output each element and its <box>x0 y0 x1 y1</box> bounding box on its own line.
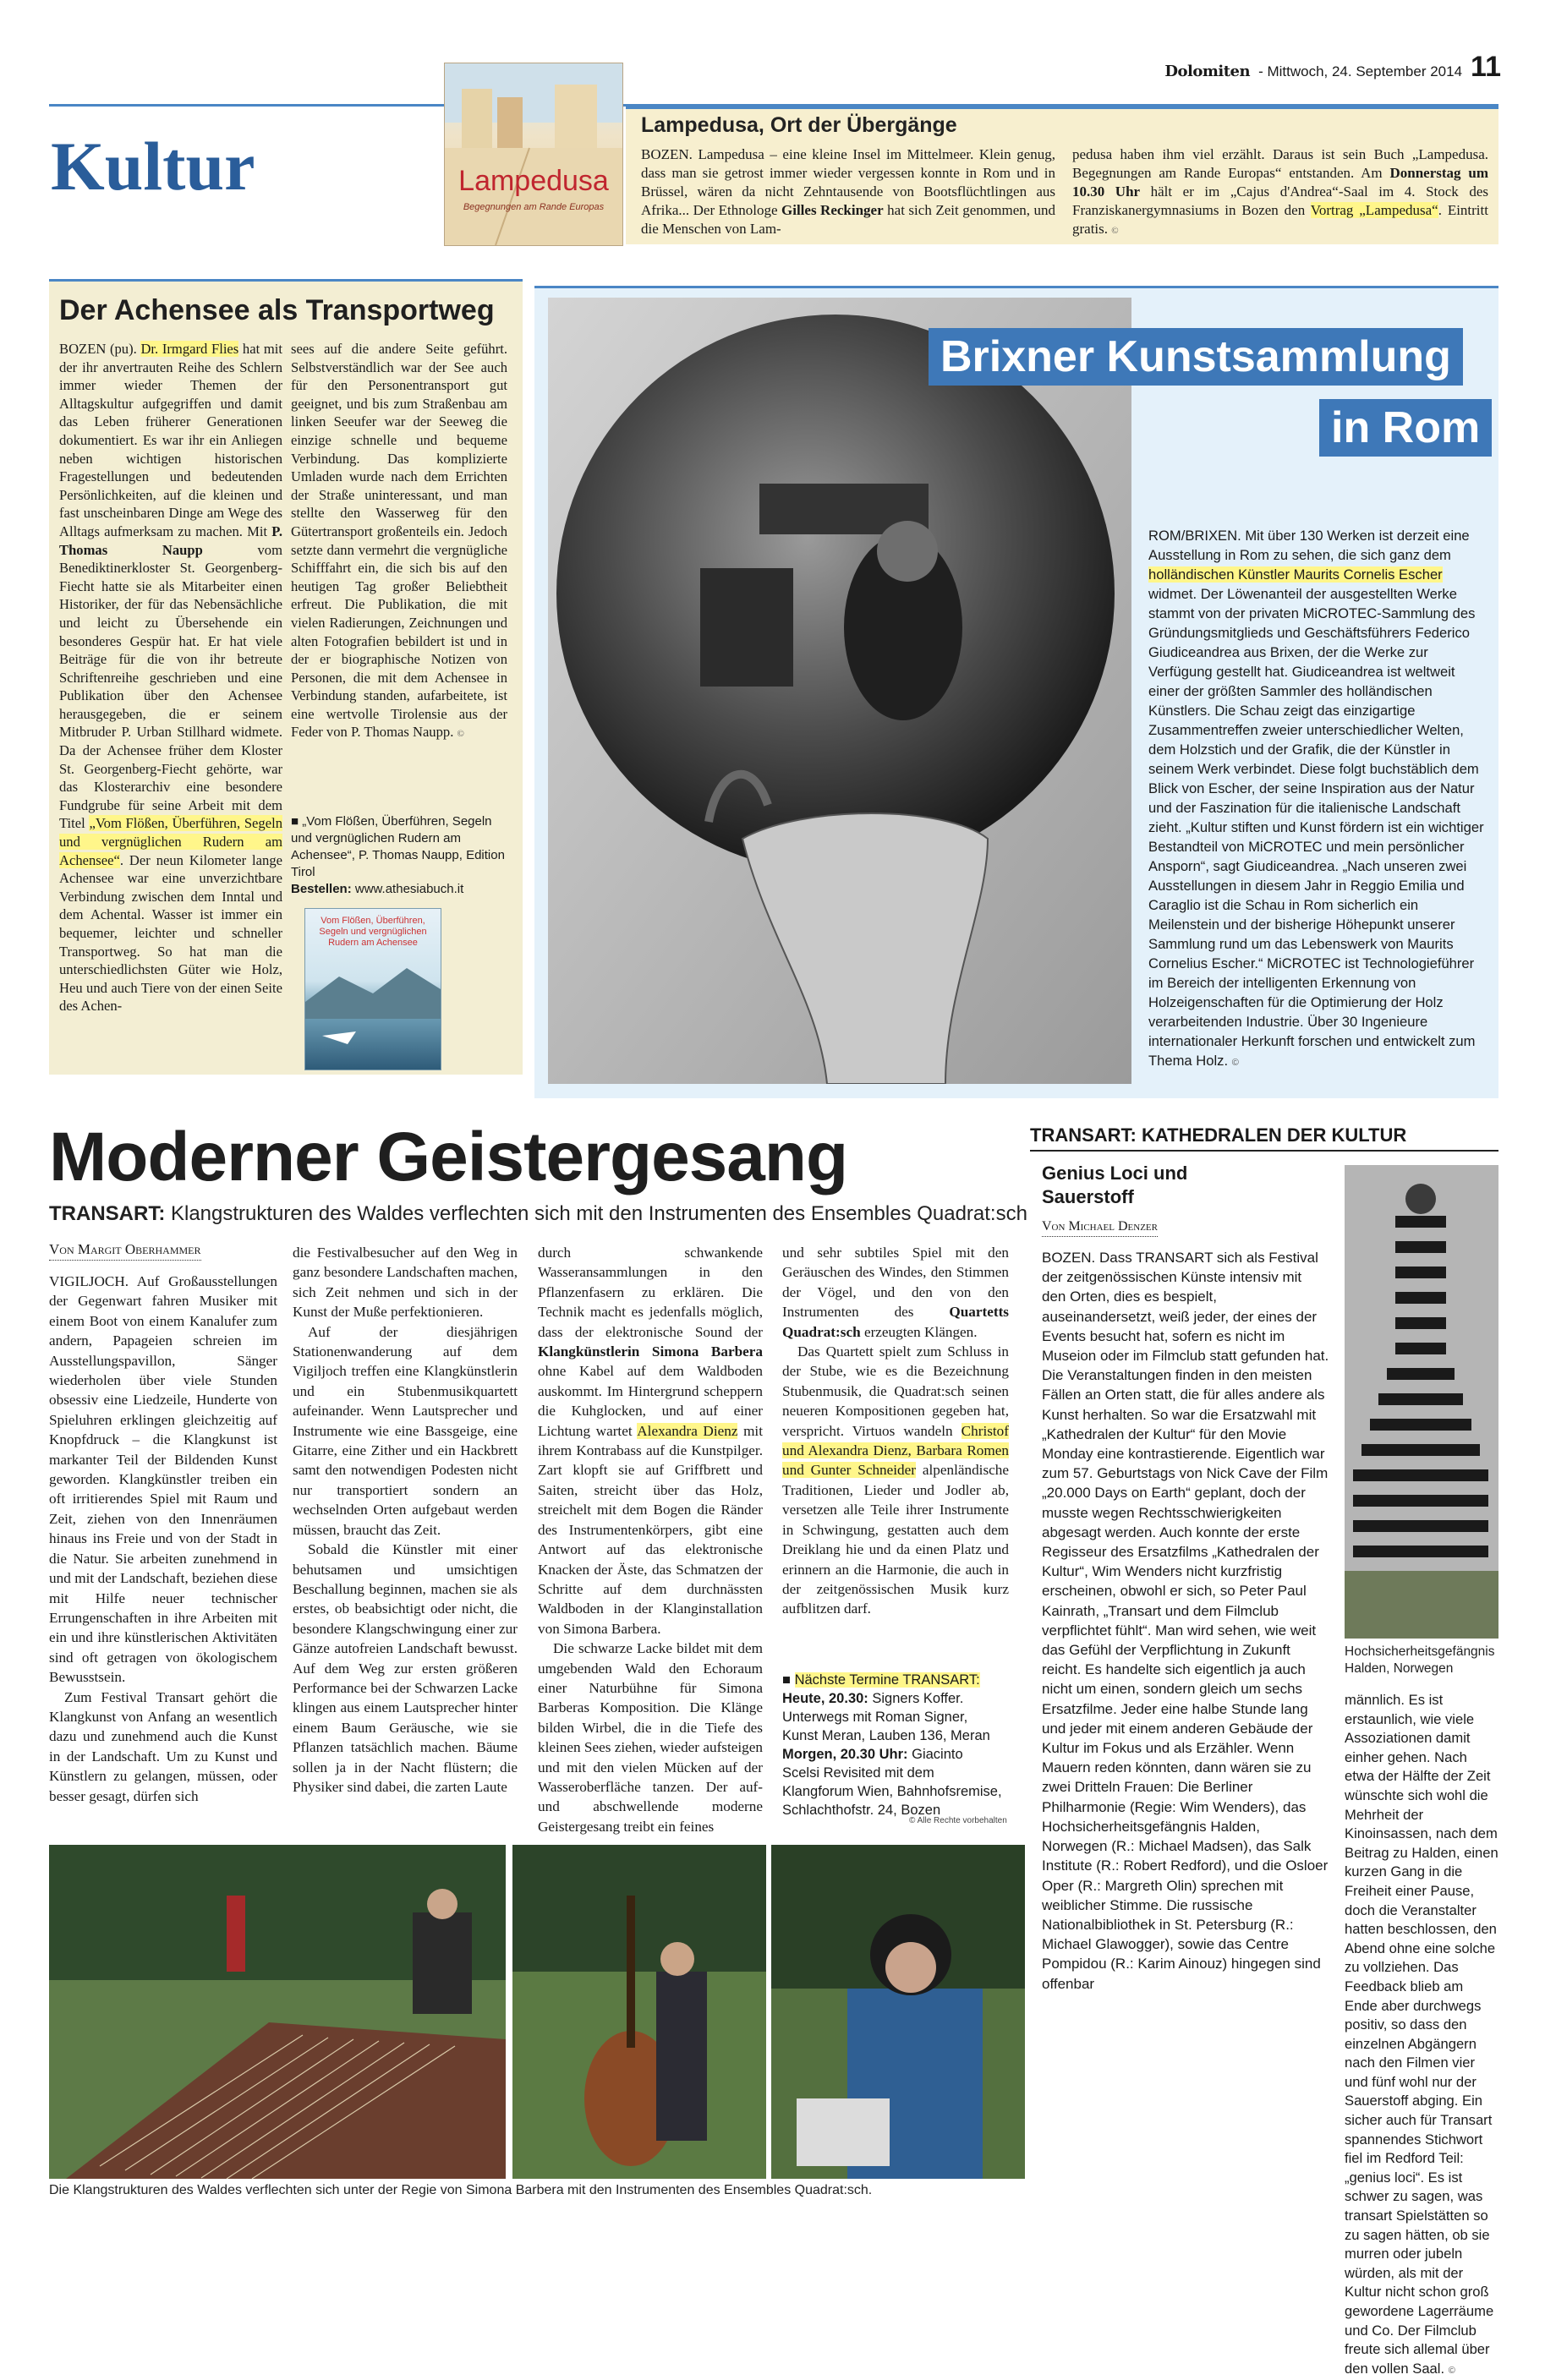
square-bullet-icon: ■ <box>782 1672 795 1688</box>
geister-col-3: durch schwankende Wasseransammlungen in den Pflanzenfasern zu erklären. Die Technik macht es jedenfalls möglich, dass der elektronische Sound der Klangkünstlerin Simona Barbera ohne Kabel auf dem Waldboden auskommt. Im Hintergrund scheppern die Kuhglocken, und auf einer Lichtung wartet Alexandra Dienz mit ihrem Kontrabass auf die Kunstpilger. Zart klopft sie auf Griffbrett und Saiten, streicht über das Holz, streichelt mit dem Bogen die Ränder des Instrumentenkörpers, gibt eine Antwort auf das elektronische Knacken der Äste, das Schmatzen der Schritte auf dem durchnässten Waldboden in der Klanginstallation von Simona Barbera. Die schwarze Lacke bildet mit dem umgebenden Wald den Echoraum einer Naturbühne für Simona Barberas Komposition. Die Klänge bilden Wirbel, die in die Tiefe des kleinen Sees ziehen, wieder aufsteigen und mit den vielen Mücken auf der Wasseroberfläche tanzen. Der auf- und abschwellende moderne Geistergesang treibt ein feines <box>538 1245 763 1835</box>
square-bullet-icon: ■ <box>291 814 303 829</box>
masthead-date: - Mittwoch, 24. September 2014 <box>1258 63 1463 79</box>
photo-hackbrett <box>49 1845 506 2179</box>
copyright-note: © Alle Rechte vorbehalten <box>909 1816 1007 1825</box>
order-link[interactable]: www.athesiabuch.it <box>354 882 464 896</box>
achensee-headline: Der Achensee als Transportweg <box>59 294 495 326</box>
lampedusa-cover-subtitle: Begegnungen am Rande Europas <box>463 202 605 212</box>
escher-article: ROM/BRIXEN. Mit über 130 Werken ist derzeit eine Ausstellung in Rom zu sehen, die sich ganz dem holländischen Künstler Maurits Cornelis Escher widmet. Der Löwenanteil der ausgestellten Werke stammt von der privaten MiCROTEC-Sammlung des Gründungsmitglieds und Geschäftsführers Federico Giudiceandrea aus Brixen, der die Werke zur Verfügung gestellt hat. Giudiceandrea ist weltweit einer der größten Sammler des holländischen Künstlers. Die Schau zeigt das einzigartige Zusammentreffen zweier unterschiedlicher Welten, dem Holzstich und der Grafik, die der Künstler in seinem Werk verbindet. Diese folgt buchstäblich dem Blick von Escher, der seine Inspiration aus der Natur und der Faszination für die italienische Landschaft zieht. „Kultur stiften und Kunst fördern ist ein wichtiger Bestandteil von MiCROTEC und mein persönlicher Ansporn“, sagt Giudiceandrea. „Nach unseren zwei Ausstellungen in diesem Jahr in Reggio Emilia und Caraglio ist die Schau in Rom sicherlich ein Meilenstein und der bisherige Höhepunkt unserer Sammlung rund um das Lebenswerk von Maurits Cornelius Escher.“ MiCROTEC ist Technologieführer im Bereich der intelligenten Erkennung von Holzeigenschaften für die Optimierung der Holz verarbeitenden Industrie. Über 30 Ingenieure internationaler Herkunft forschen und entwickelt zum Thema Holz. © <box>1148 528 1484 1069</box>
geister-byline: Von Margit Oberhammer <box>49 1241 201 1261</box>
kathedralen-header: TRANSART: KATHEDRALEN DER KULTUR <box>1030 1124 1498 1152</box>
achensee-col-1: BOZEN (pu). Dr. Irmgard Flies hat mit der ihr anvertrauten Reihe des Schlern immer wieder Themen der Alltagskultur aufgegriffen und damit das Leben früherer Generationen dokumentiert. Es war ihr ein Anliegen neben wichtigen historischen Fragestellungen und bedeutenden Persönlichkeiten, auf die kleinen und fast unscheinbaren Dinge am Wege des Alltags aufmerksam zu machen. Mit P. Thomas Naupp vom Benediktinerkloster St. Georgenberg-Fiecht hatte sie als Mitarbeiter einen Historiker, der für das Nebensächliche und leicht zu Übersehende ein besonderes Gespür hat. Er hat viele Beiträge für die von ihr betreute Schriftenreihe geschrieben und eine Publikation über den Achensee herausgegeben, die er seinem Mitbruder P. Urban Stillhard widmete. Da der Achensee früher dem Kloster St. Georgenberg-Fiecht gehörte, war das Klosterarchiv eine besondere Fundgrube für seine Arbeit mit dem Titel „Vom Flößen, Überführen, Segeln und vergnüglichen Rudern am Achensee“. Der neun Kilometer lange Achensee war eine unverzichtbare Verbindung zwischen dem Inntal und dem Achental. Wasser ist immer ein bequemer, leichter und schneller Transportweg. So hat man die unterschiedlichsten Güter wie Holz, Heu und auch Tiere von der einen Seite des Achen- <box>59 341 282 1015</box>
kathedralen-byline: Von Michael Denzer <box>1042 1219 1158 1237</box>
photo-kontrabass <box>512 1845 766 2179</box>
kathedralen-col-1: BOZEN. Dass TRANSART sich als Festival der zeitgenössischen Künste intensiv mit den Orten, dies es bespielt, auseinandersetzt, weiß jeder, der eines der Events besucht hat, sofern es nicht im Museion oder im Filmclub statt gefunden hat. Die Veranstaltungen finden in den meisten Fällen an Orten statt, die für alles andere als Kunst herhalten. So war die Ersatzwahl mit „Kathedralen der Kultur“ für den Movie Monday eine kontrastierende. Eigentlich war zum 57. Geburtstags von Nick Cave der Film „20.000 Days on Earth“ geplant, doch der musste wegen Rechtsschwierigkeiten abgesagt werden. Auch konnte der erste Regisseur des Ersatzfilms „Kathedralen der Kultur“, Wim Wenders nicht kurzfristig erscheinen, obwohl er sich, so Peter Paul Kainrath, „Transart und dem Filmclub verpflichtet fühlt“. Man wird sehen, wie weit das Gefühl der Verpflichtung in Zukunft reicht. Es handelte sich eigentlich ja auch nicht um einen, sondern gleich um sechs Ersatzfilme. Jeder eine halbe Stunde lang und jeder mit einem anderen Gebäude der Kultur im Fokus und als Erzähler. Wenn Mauern reden könnten, dann wären sie zu zwei Dritteln Frauen: Die Berliner Philharmonie (Regie: Wim Wenders), das Hochsicherheitsgefängnis Halden, Norwegen (R.: Michael Madsen), das Salk Institute (R.: Robert Redford), und die Osloer Oper (R.: Margreth Olin) sprechen mit weiblicher Stimme. Die russische Nationalbibliothek in St. Petersburg (R.: Michael Glawogger), sowie das Centre Pompidou (R.: Karim Ainouz) hingegen sind offenbar <box>1042 1250 1329 1992</box>
escher-headline-2: in Rom <box>1319 399 1492 457</box>
geister-col-1: VIGILJOCH. Auf Großausstellungen der Gegenwart fahren Musiker mit einem Boot von einem Kanalufer zum andern, Papageien schreien im Ausstellungspavillon, Sänger wiederholen über viele Stunden obsessiv eine Liedzeile, Hunderte von Spieluhren erklingen gleichzeitig auf Knopfdruck – die Klangkunst ist markanter Teil der Bildenden Kunst geworden. Klangkünstler treiben ein oft irritierendes Spiel mit Raum und Zeit, ziehen von den Innenräumen hinaus ins Freie und von der Stadt in die Natur. Sie arbeiten zunehmend in und mit der Landschaft, beziehen diese mit Hilfe neuer technischer Errungenschaften in ihre Arbeiten mit ein und ihre künstlerischen Aktivitäten sind oft getragen von ökologischem Bewusstsein. Zum Festival Transart gehört die Klangkunst von Anfang an wesentlich dazu und zunehmend auch die Kunst in der Landschaft. Um zu Kunst und Künstlern zu gelangen, müssen, oder besser gesagt, dürfen sich <box>49 1273 277 1804</box>
escher-artwork <box>548 298 1131 1084</box>
escher-headline-1: Brixner Kunstsammlung <box>929 328 1463 386</box>
kathedralen-title: Genius Loci und Sauerstoff <box>1042 1163 1188 1207</box>
geister-headline: Moderner Geistergesang <box>49 1119 848 1195</box>
page-number: 11 <box>1471 51 1501 83</box>
photo-halden-prison <box>1345 1165 1498 1639</box>
masthead-brand: Dolomiten <box>1164 63 1251 80</box>
kathedralen-col-2: männlich. Es ist erstaunlich, wie viele Assoziationen damit einher gehen. Nach etwa der Hälfte der Zeit wünschte sich wohl die Mehrheit der Kinoinsassen, nach dem Beitrag zu Halden, einen kurzen Gang in die Freiheit einer Pause, doch die Veranstalter hatten beschlossen, den Abend ohne eine solche zu vollziehen. Das Feedback blieb am Ende aber durchwegs positiv, so dass den einzelnen Abgängern nach den Filmen vier und fünf wohl nur der Sauerstoff abging. Ein sicher auch für Transart spannendes Stichwort fiel im Redford Teil: „genius loci“. Es ist schwer zu sagen, was transart Spielstätten so zu sagen hätten, ob sie murren oder jubeln würden, als mit der Kultur nicht schon groß gewordene Lagerräume und Co. Der Filmclub freute sich allemal über den vollen Saal. © <box>1345 1692 1498 2377</box>
geister-subheadline: TRANSART: Klangstrukturen des Waldes verflechten sich mit den Instrumenten des Ensembles Quadrat:sch <box>49 1202 1027 1225</box>
kathedralen-photo-caption: Hochsicherheitsgefängnis Halden, Norwegen <box>1345 1644 1495 1676</box>
lampedusa-col-1: BOZEN. Lampedusa – eine kleine Insel im Mittelmeer. Klein genug, dass man sie getrost immer wieder vergessen konnte in Rom und in Brüssel, wären da nicht Zehntausende von Bootsflüchtlingen aus Afrika... Der Ethnologe Gilles Reckinger hat sich Zeit genommen, und die Menschen von Lam- <box>641 146 1055 237</box>
lampedusa-headline: Lampedusa, Ort der Übergänge <box>641 113 957 137</box>
achensee-col-2: sees auf die andere Seite geführt. Selbstverständlich war der See auch für den Personentransport gut geeignet, und bis zum Straßenbau am linken Seeufer war der Seeweg die einzige schnelle und bequeme Verbindung. Das komplizierte Umladen wurde nach dem Errichten der Straße uninteressant, und man stellte den Wasserweg für den Gütertransport großenteils ein. Jedoch setzte dann vermehrt die vergnügliche Schifffahrt ein, die sich bis auf den heutigen Tag großer Beliebtheit erfreut. Die Publikation, die mit vielen Radierungen, Zeichnungen und alten Fotografien bebildert ist und in der er biographische Notizen von Personen, die mit dem Achensee in Verbindung standen, aufarbeitete, ist eine wertvolle Tirolensie aus der Feder von P. Thomas Naupp. © <box>291 341 507 741</box>
lampedusa-col-2: pedusa haben ihm viel erzählt. Daraus ist sein Buch „Lampedusa. Begegnungen am Rande Europas“ entstanden. Am Donnerstag um 10.30 Uhr hält er im „Cajus d'Andrea“-Saal im 4. Stock des Franziskanergymnasiums in Bozen den Vortrag „Lampedusa“. Eintritt gratis. © <box>1072 146 1489 237</box>
geister-col-4: und sehr subtiles Spiel mit den Geräuschen des Windes, den Stimmen der Vögel, und den von den Instrumenten des Quartetts Quadrat:sch erzeugten Klängen. Das Quartett spielt zum Schluss in der Stube, wie es die Bezeichnung Stubenmusik, die Quadrat:sch seinen neueren Kompositionen gegeben hat, verspricht. Virtuos wandeln Christof und Alexandra Dienz, Barbara Romen und Gunter Schneider alpenländische Traditionen, Lieder und Jodler ab, versetzen alle Teile ihrer Instrumente in Schwingung, gestatten auch dem Dreiklang hie und da einen Platz und erinnern an die Harmonie, die auch in der zeitgenössischen Musik kurz aufblitzen darf. <box>782 1245 1009 1617</box>
achensee-book-info: ■ „Vom Flößen, Überführen, Segeln und vergnüglichen Rudern am Achensee“, P. Thomas Naupp, Edition Tirol Bestellen: www.athesiabuch.it <box>291 814 505 896</box>
geister-col-2: die Festivalbesucher auf den Weg in ganz besondere Landschaften machen, sich Zeit nehmen und sich in der Kunst der Muße perfektionieren. Auf der diesjährigen Stationenwanderung auf dem Vigiljoch treffen eine Klangkünstlerin und ein Stubenmusikquartett aufeinander. Wenn Lautsprecher und Instrumente wie eine Bassgeige, eine Gitarre, eine Zither und ein Hackbrett samt den notwendigen Podesten nicht nur transportiert sondern an wechselnden Orten aufgebaut werden müssen, braucht das Zeit. Sobald die Künstler mit einer behutsamen und umsichtigen Beschallung beginnen, machen sie als erstes, ob beabsichtigt oder nicht, die besondere Klangschwingung einer zur Gänze autofreien Landschaft bewusst. Auf dem Weg zur ersten größeren Performance bei der Schwarzen Lacke klingen aus einem Lautsprecher hinter einem Baum Geräusche, wie sie Pflanzen tatsächlich machen. Bäume sollen ja in der Nacht flüstern; die Physiker sind dabei, die zarten Laute <box>293 1245 518 1795</box>
section-title: Kultur <box>51 128 255 205</box>
lampedusa-cover-title: Lampedusa <box>458 165 609 197</box>
photo-klangkuenstlerin <box>771 1845 1025 2179</box>
lampedusa-book-cover <box>444 63 623 246</box>
termine-box: ■ Nächste Termine TRANSART: Heute, 20.30: Signers Koffer. Unterwegs mit Roman Signer, Kunst Meran, Lauben 136, Meran Morgen, 20.30 Uhr: Giacinto Scelsi Revisited mit dem Klangforum Wien, Bahnhofsremise, Schlachthofstr. 24, Bozen <box>782 1672 1002 1818</box>
achensee-book-cover: Vom Flößen, Überführen, Segeln und vergnüglichen Rudern am Achensee <box>304 908 441 1070</box>
masthead <box>1164 51 1501 84</box>
geister-photo-caption: Die Klangstrukturen des Waldes verflechten sich unter der Regie von Simona Barbera mit den Instrumenten des Ensembles Quadrat:sch. <box>49 2183 873 2197</box>
